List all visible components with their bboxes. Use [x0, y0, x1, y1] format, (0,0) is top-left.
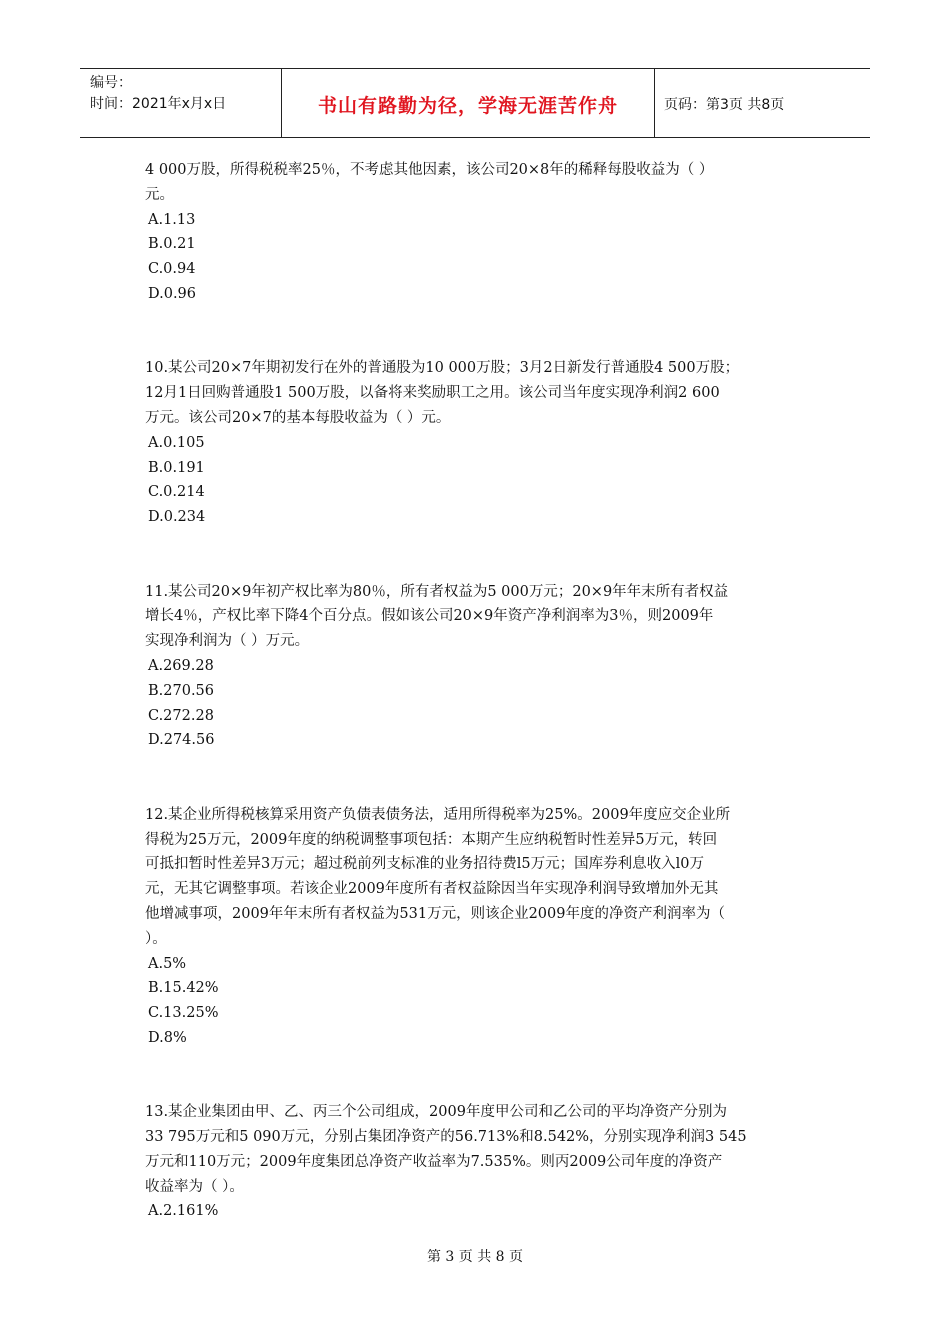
- page-footer: 第 3 页 共 8 页: [426, 1249, 524, 1265]
- question-spacer: [145, 530, 805, 580]
- question-spacer: [145, 753, 805, 803]
- answer-option: B.15.42%: [148, 980, 219, 997]
- question-text-line: 4 000万股，所得税税率25％，不考虑其他因素，该公司20×8年的稀释每股收益为（ ）: [145, 162, 714, 178]
- answer-option: A.5%: [148, 955, 187, 972]
- question-text-line: 元，无其它调整事项。若该企业2009年度所有者权益除因当年实现净利润导致增加外无其: [145, 881, 719, 898]
- header-page-info: 页码：第3页 共8页: [664, 97, 785, 113]
- question-text-line: 得税为25万元，2009年度的纳税调整事项包括：本期产生应纳税暂时性差异5万元，转回: [145, 831, 718, 848]
- question-text-line: 增长4％，产权比率下降4个百分点。假如该公司20×9年资产净利润率为3％，则2009年: [145, 608, 714, 625]
- question-text-line: 万元。该公司20×7的基本每股收益为（ ）元。: [145, 409, 451, 426]
- header-motto: 书山有路勤为径，学海无涯苦作舟: [317, 95, 618, 117]
- answer-option: C.13.25%: [148, 1005, 219, 1022]
- answer-option: D.8%: [148, 1029, 187, 1046]
- answer-option: D.274.56: [148, 732, 215, 749]
- answer-option: C.272.28: [148, 707, 214, 724]
- document-code-label: 编号：: [90, 75, 132, 91]
- question-text-line: 12月1日回购普通股1 500万股，以备将来奖励职工之用。该公司当年度实现净利润2 600: [145, 385, 720, 402]
- question-text-line: 33 795万元和5 090万元，分别占集团净资产的56.713%和8.542%，分别实现净利润3 545: [145, 1129, 747, 1146]
- answer-option: C.0.214: [148, 484, 205, 501]
- answer-option: B.0.191: [148, 459, 205, 476]
- answer-option: A.0.105: [148, 434, 205, 451]
- question-block: [145, 158, 805, 307]
- question-text-line: 实现净利润为（ ）万元。: [145, 633, 310, 650]
- answer-option: D.0.96: [148, 285, 197, 302]
- question-text-line: 万元和110万元；2009年度集团总净资产收益率为7.535%。则丙2009公司年度的净资产: [145, 1153, 723, 1170]
- question-text-line: 10.某公司20×7年期初发行在外的普通股为10 000万股；3月2日新发行普通股4 500万股；: [145, 360, 740, 377]
- answer-option: B.270.56: [148, 682, 215, 699]
- question-text-line: 他增减事项，2009年年末所有者权益为531万元，则该企业2009年度的净资产利润率为（: [145, 905, 725, 922]
- question-block: [145, 1100, 805, 1224]
- question-text-line: 收益率为（ ）。: [145, 1178, 244, 1195]
- question-text-line: ）。: [145, 930, 167, 947]
- question-block: [145, 803, 805, 1051]
- question-list: [145, 158, 805, 1224]
- question-spacer: [145, 1051, 805, 1101]
- header-motto-cell: [281, 69, 655, 137]
- question-text-line: 元。: [145, 186, 174, 203]
- answer-option: C.0.94: [148, 261, 196, 278]
- answer-option: A.2.161%: [148, 1203, 219, 1220]
- question-block: [145, 356, 805, 530]
- question-text-line: 12.某企业所得税核算采用资产负债表债务法，适用所得税率为25%。2009年度应交企业所: [145, 806, 731, 823]
- answer-option: D.0.234: [148, 509, 206, 526]
- page-header: [80, 68, 870, 138]
- question-spacer: [145, 307, 805, 357]
- header-page-cell: [654, 69, 870, 137]
- question-block: [145, 580, 805, 754]
- question-text-line: 11.某公司20×9年初产权比率为80％，所有者权益为5 000万元；20×9年年末所有者权益: [145, 583, 729, 600]
- answer-option: A.1.13: [148, 211, 196, 228]
- answer-option: A.269.28: [148, 657, 214, 674]
- header-meta: [80, 69, 280, 137]
- answer-option: B.0.21: [148, 236, 196, 253]
- question-text-line: 可抵扣暂时性差异3万元；超过税前列支标准的业务招待费l5万元；国库券利息收入l0万: [145, 856, 704, 873]
- question-text-line: 13.某企业集团由甲、乙、丙三个公司组成，2009年度甲公司和乙公司的平均净资产分别为: [145, 1104, 727, 1121]
- document-time-label: 时间：2021年x月x日: [90, 96, 227, 112]
